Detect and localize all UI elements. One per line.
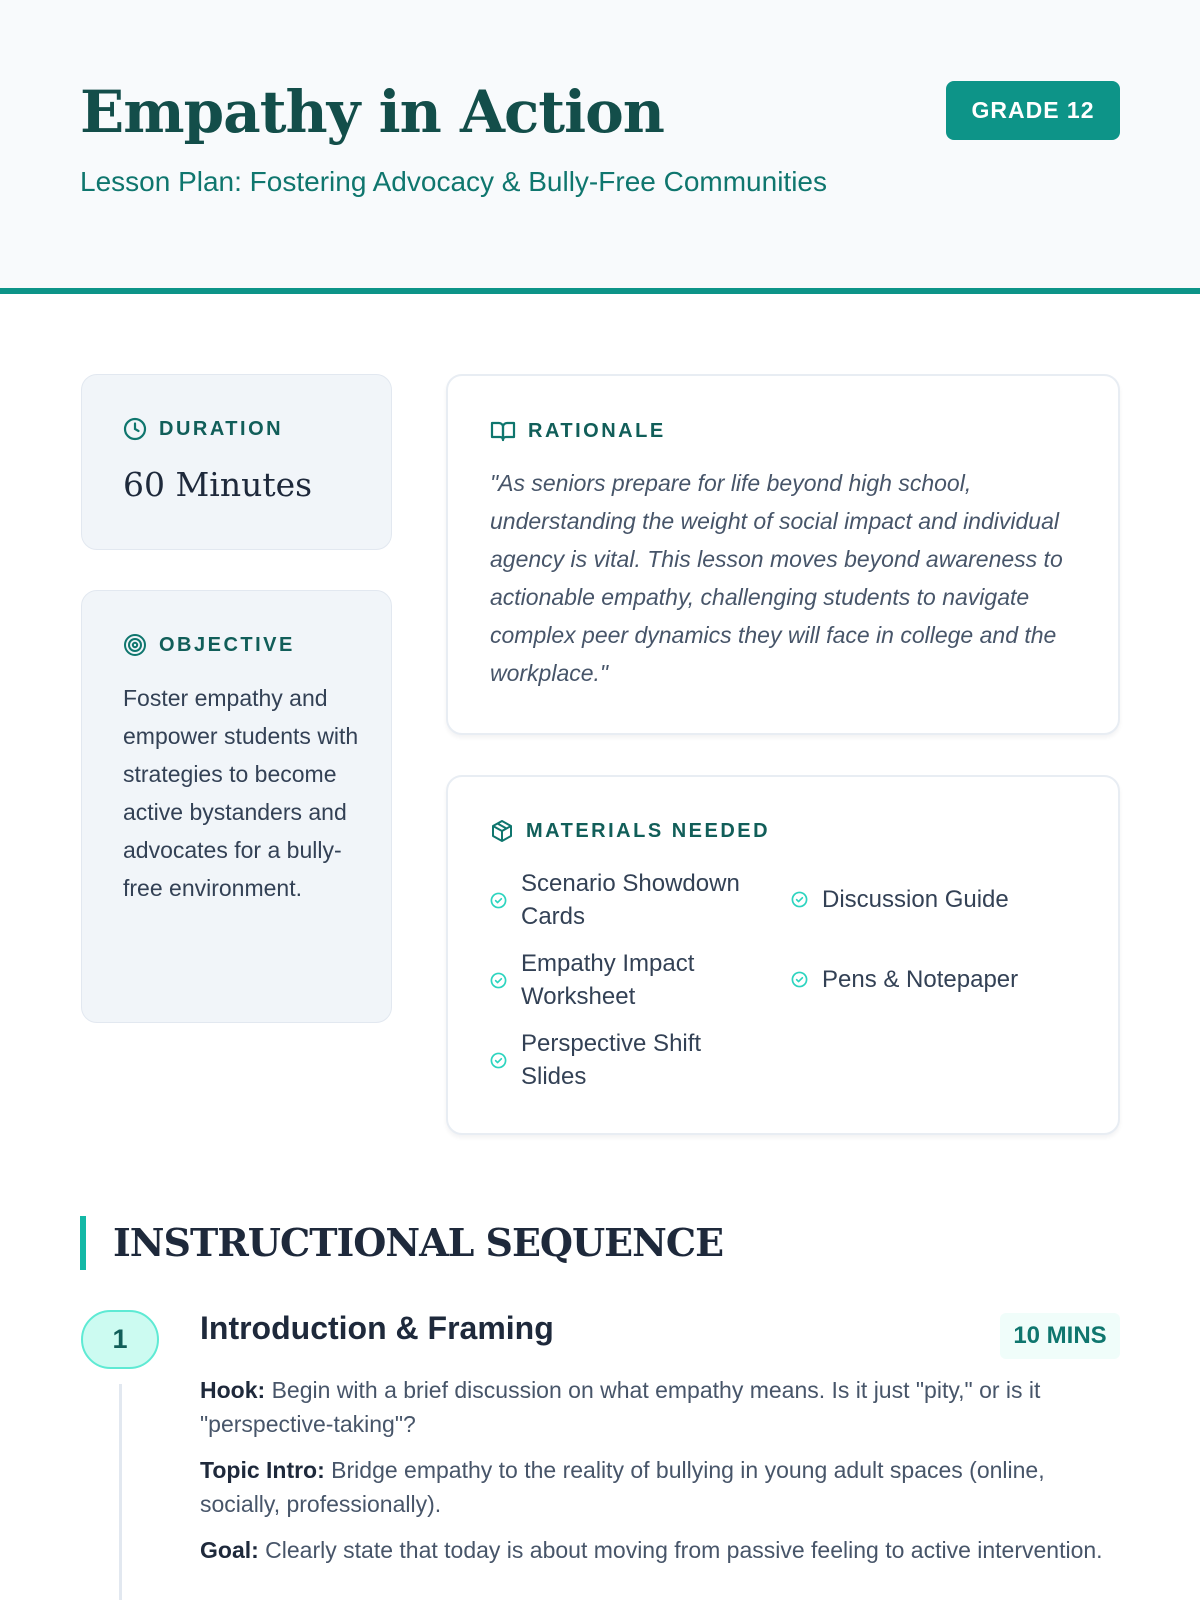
rationale-quote: "As seniors prepare for life beyond high school, understanding the weight of social impact and individual agency is vital. This lesson moves beyond awareness to actionable empathy, challenging students to navigate complex peer dynamics they will face in college and the workplace.": [490, 470, 1063, 686]
step-title: Introduction & Framing: [200, 1310, 554, 1346]
material-item-label: Discussion Guide: [822, 886, 1009, 913]
duration-label: [123, 417, 283, 441]
step-point: [200, 1533, 1120, 1567]
check-circle-icon: [490, 972, 507, 989]
material-item: [490, 1027, 730, 1093]
material-item: [791, 963, 1091, 996]
target-icon: [123, 633, 147, 657]
material-item-label: Empathy Impact Worksheet: [521, 950, 695, 1010]
lesson-header: [0, 0, 1200, 294]
objective-label: [123, 633, 295, 657]
step-point-label: Hook:: [200, 1377, 266, 1403]
package-icon: [490, 819, 514, 843]
check-circle-icon: [490, 1052, 507, 1069]
material-item: [490, 867, 760, 933]
material-item: [791, 883, 1091, 916]
material-item-label: Scenario Showdown Cards: [521, 870, 740, 930]
duration-value: 60 Minutes: [123, 465, 313, 504]
objective-text: Foster empathy and empower students with strategies to become active bystanders and advocates for a bully-free environment.: [123, 685, 359, 901]
grade-badge: GRADE 12: [946, 81, 1120, 140]
material-item-label: Perspective Shift Slides: [521, 1030, 702, 1090]
rationale-label: [490, 419, 666, 443]
step-number-badge: 1: [81, 1310, 159, 1369]
step-point-label: Topic Intro:: [200, 1457, 325, 1483]
timeline-line: [119, 1384, 122, 1600]
step-point-text: Bridge empathy to the reality of bullying in young adult spaces (online, socially, professionally).: [200, 1457, 1045, 1517]
step-point: [200, 1373, 1120, 1441]
objective-card: [81, 590, 392, 1023]
duration-label-text: DURATION: [159, 417, 284, 440]
step-point-text: Begin with a brief discussion on what empathy means. Is it just "pity," or is it "perspective-taking"?: [200, 1377, 1041, 1437]
materials-card: [446, 775, 1120, 1135]
check-circle-icon: [490, 892, 507, 909]
step-duration-badge: 10 MINS: [1000, 1313, 1120, 1359]
step-point-label: Goal:: [200, 1537, 259, 1563]
section-accent-bar: [80, 1216, 86, 1270]
step-point: [200, 1453, 1120, 1521]
section-title: INSTRUCTIONAL SEQUENCE: [113, 1220, 724, 1265]
material-item-label: Pens & Notepaper: [822, 966, 1019, 993]
objective-label-text: OBJECTIVE: [159, 633, 295, 656]
page-subtitle: Lesson Plan: Fostering Advocacy & Bully-Free Communities: [80, 166, 827, 197]
check-circle-icon: [791, 971, 808, 988]
book-open-icon: [490, 419, 516, 443]
duration-card: [81, 374, 392, 550]
rationale-label-text: RATIONALE: [528, 419, 666, 442]
material-item: [490, 947, 760, 1013]
step-point-text: Clearly state that today is about moving from passive feeling to active intervention.: [265, 1537, 1103, 1563]
page-title: Empathy in Action: [80, 78, 664, 146]
materials-label: [490, 819, 770, 843]
clock-icon: [123, 417, 147, 441]
check-circle-icon: [791, 891, 808, 908]
materials-label-text: MATERIALS NEEDED: [526, 819, 771, 842]
rationale-card: [446, 374, 1120, 735]
